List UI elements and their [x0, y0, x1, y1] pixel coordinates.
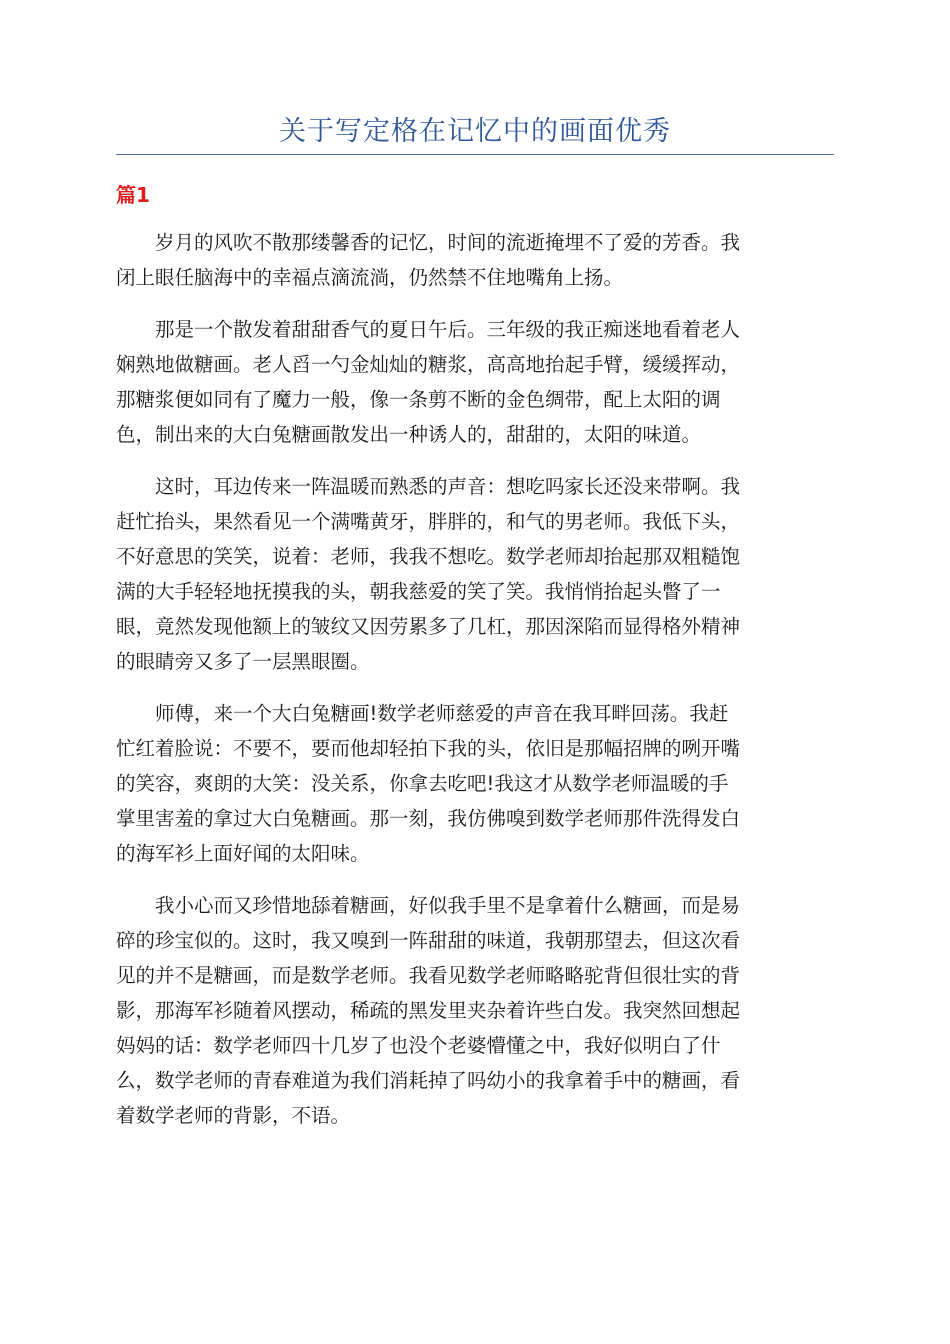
paragraph-line: 眼，竟然发现他额上的皱纹又因劳累多了几杠，那因深陷而显得格外精神: [116, 615, 741, 638]
paragraph-line: 的笑容，爽朗的大笑：没关系，你拿去吃吧!我这才从数学老师温暖的手: [116, 772, 729, 795]
paragraph-line: 满的大手轻轻地抚摸我的头，朝我慈爱的笑了笑。我悄悄抬起头瞥了一: [116, 580, 721, 603]
paragraph-line: 闭上眼任脑海中的幸福点滴流淌，仍然禁不住地嘴角上扬。: [116, 266, 624, 289]
paragraph-line: 碎的珍宝似的。这时，我又嗅到一阵甜甜的味道，我朝那望去，但这次看: [116, 929, 741, 952]
title-underline: [116, 154, 834, 155]
paragraph-line: 着数学老师的背影，不语。: [116, 1104, 351, 1127]
paragraph-line: 我小心而又珍惜地舔着糖画，好似我手里不是拿着什么糖画，而是易: [155, 894, 741, 917]
paragraph-line: 娴熟地做糖画。老人舀一勺金灿灿的糖浆，高高地抬起手臂，缓缓挥动，: [116, 353, 741, 376]
paragraph-4: [116, 696, 834, 871]
article-body: [116, 225, 834, 1150]
paragraph-line: 师傅，来一个大白兔糖画!数学老师慈爱的声音在我耳畔回荡。我赶: [155, 702, 729, 725]
paragraph-2: [116, 312, 834, 452]
paragraph-line: 不好意思的笑笑，说着：老师，我我不想吃。数学老师却抬起那双粗糙饱: [116, 545, 741, 568]
section-label: 篇1: [116, 183, 150, 207]
paragraph-line: 的眼睛旁又多了一层黑眼圈。: [116, 650, 370, 673]
paragraph-line: 忙红着脸说：不要不，要而他却轻拍下我的头，依旧是那幅招牌的咧开嘴: [116, 737, 741, 760]
paragraph-1: [116, 225, 834, 295]
paragraph-line: 见的并不是糖画，而是数学老师。我看见数学老师略略驼背但很壮实的背: [116, 964, 741, 987]
paragraph-line: 么，数学老师的青春难道为我们消耗掉了吗幼小的我拿着手中的糖画，看: [116, 1069, 741, 1092]
document-title: 关于写定格在记忆中的画面优秀: [279, 116, 671, 147]
paragraph-line: 影，那海军衫随着风摆动，稀疏的黑发里夹杂着许些白发。我突然回想起: [116, 999, 741, 1022]
paragraph-line: 赶忙抬头，果然看见一个满嘴黄牙，胖胖的，和气的男老师。我低下头，: [116, 510, 741, 533]
paragraph-line: 的海军衫上面好闻的太阳味。: [116, 842, 370, 865]
paragraph-5: [116, 888, 834, 1133]
paragraph-line: 那是一个散发着甜甜香气的夏日午后。三年级的我正痴迷地看着老人: [155, 318, 741, 341]
paragraph-line: 那糖浆便如同有了魔力一般，像一条剪不断的金色绸带，配上太阳的调: [116, 388, 721, 411]
paragraph-line: 掌里害羞的拿过大白兔糖画。那一刻，我仿佛嗅到数学老师那件洗得发白: [116, 807, 741, 830]
paragraph-line: 色，制出来的大白兔糖画散发出一种诱人的，甜甜的，太阳的味道。: [116, 423, 702, 446]
paragraph-line: 妈妈的话：数学老师四十几岁了也没个老婆懵懂之中，我好似明白了什: [116, 1034, 721, 1057]
paragraph-line: 岁月的风吹不散那缕馨香的记忆，时间的流逝掩埋不了爱的芳香。我: [155, 231, 741, 254]
paragraph-line: 这时，耳边传来一阵温暖而熟悉的声音：想吃吗家长还没来带啊。我: [155, 475, 741, 498]
paragraph-3: [116, 469, 834, 679]
